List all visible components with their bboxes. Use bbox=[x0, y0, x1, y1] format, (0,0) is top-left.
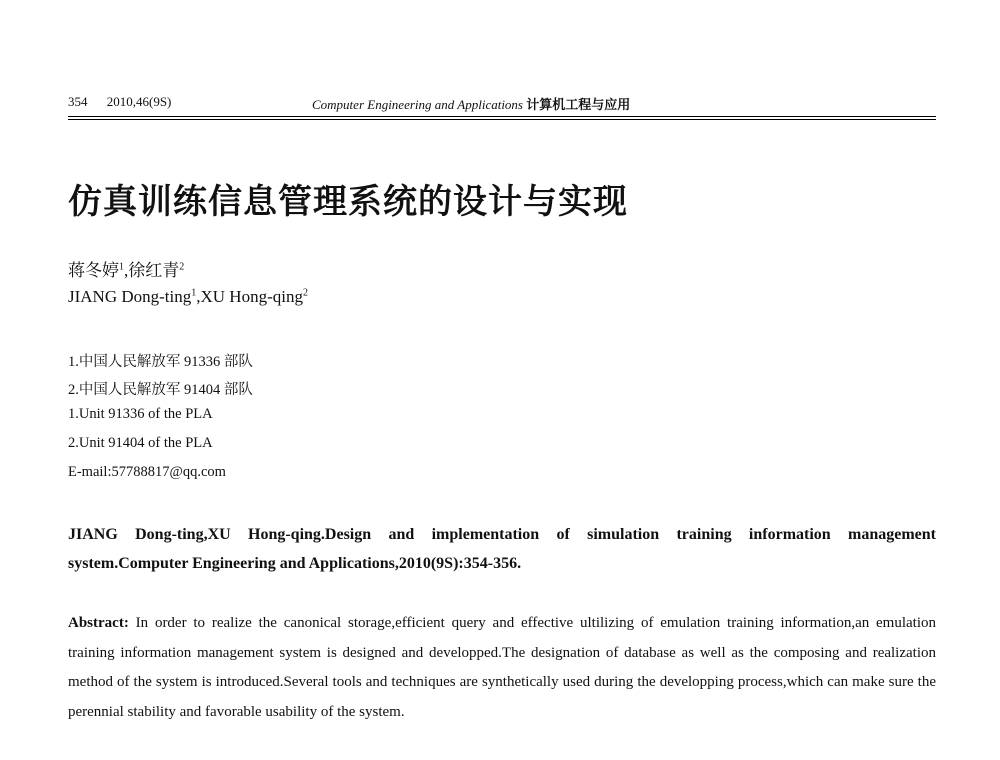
header-left bbox=[68, 94, 187, 110]
author-email: E-mail:57788817@qq.com bbox=[68, 464, 226, 480]
abstract-label: Abstract: bbox=[68, 615, 129, 631]
author-separator-en: , bbox=[196, 287, 201, 306]
abstract-text: In order to realize the canonical storage,efficient query and effective ultilizing of emulation training information,an emulation training information management system is designed and developped.The designation of database as well as the composing and realization method of the system is introduced.Several tools and techniques are synthetically used during the developping process,which can make sure the perennial stability and favorable usability of the system. bbox=[68, 615, 937, 720]
abstract bbox=[68, 609, 936, 727]
journal-name-en: Computer Engineering and Applications bbox=[312, 97, 523, 112]
author-1-en: JIANG Dong-ting bbox=[68, 287, 192, 306]
affiliation-1-en: 1.Unit 91336 of the PLA bbox=[68, 406, 213, 422]
authors-english bbox=[68, 287, 308, 307]
author-1-cn-sup: 1 bbox=[119, 261, 124, 273]
running-header bbox=[68, 94, 936, 116]
volume-issue: 2010,46(9S) bbox=[106, 94, 172, 109]
header-rule-bottom bbox=[68, 119, 936, 120]
page-number: 354 bbox=[68, 94, 88, 109]
journal-name-cn: 计算机工程与应用 bbox=[526, 97, 631, 112]
header-rule-top bbox=[68, 116, 936, 117]
author-2-cn-sup: 2 bbox=[179, 261, 185, 273]
header-journal bbox=[312, 94, 630, 113]
affiliation-1-cn: 1.中国人民解放军 91336 部队 bbox=[68, 354, 253, 370]
affiliation-2-en: 2.Unit 91404 of the PLA bbox=[68, 435, 213, 451]
citation: JIANG Dong-ting,XU Hong-qing.Design and implementation of simulation training information management system.Computer Engineering and Applications,2010(9S):354-356. bbox=[68, 526, 936, 572]
author-2-en: XU Hong-qing bbox=[200, 287, 303, 306]
author-1-cn: 蒋冬婷 bbox=[68, 261, 119, 280]
author-2-en-sup: 2 bbox=[302, 287, 308, 299]
affiliation-2-cn: 2.中国人民解放军 91404 部队 bbox=[68, 382, 253, 398]
author-2-cn: 徐红青 bbox=[128, 261, 180, 280]
author-separator-cn: , bbox=[124, 261, 129, 280]
paper-title: 仿真训练信息管理系统的设计与实现 bbox=[68, 182, 628, 222]
author-1-en-sup: 1 bbox=[191, 287, 197, 299]
authors-chinese bbox=[68, 256, 184, 281]
